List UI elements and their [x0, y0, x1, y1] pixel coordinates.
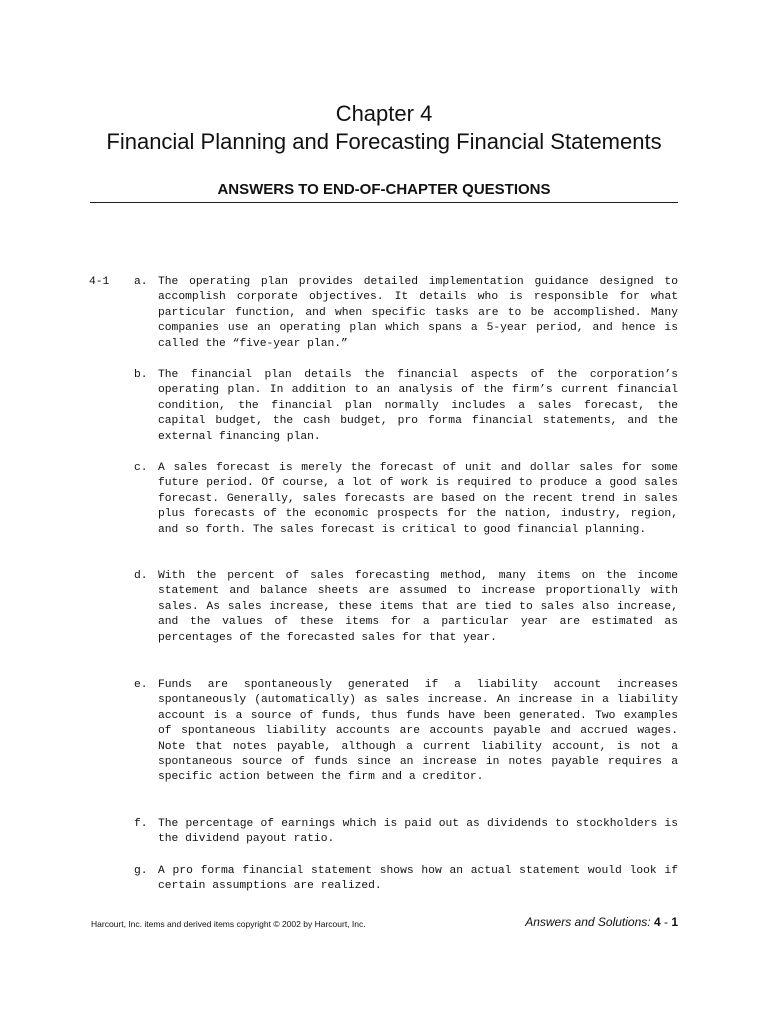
- answer-text: The financial plan details the financial aspects of the corporation’s operating plan. In addition to an analysis of the firm’s current financial condition, the financial plan normally includes a sales forecast, the capital budget, the cash budget, pro forma financial statements, and the external financing plan.: [158, 369, 678, 443]
- answer-item-c: [134, 461, 678, 538]
- answer-letter: f.: [134, 818, 148, 830]
- answer-item-b: [134, 368, 678, 445]
- answer-text: A pro forma financial statement shows how an actual statement would look if certain assumptions are realized.: [158, 865, 678, 893]
- answer-letter: b.: [134, 369, 148, 381]
- answer-letter: d.: [134, 570, 148, 582]
- answer-letter: g.: [134, 865, 148, 877]
- answer-item-g: [134, 864, 678, 895]
- answer-text: Funds are spontaneously generated if a liability account increases spontaneously (automatically) as sales increase. An increase in a liability account is a source of funds, thus funds have been generated. Two examples of spontaneous liability accounts are accounts payable and accrued wages. Note that notes payable, although a current liability account, is not a spontaneous source of funds since an increase in notes payable requires a specific action between the firm and a creditor.: [158, 679, 678, 784]
- section-label: Answers and Solutions:: [525, 915, 651, 929]
- answer-letter: c.: [134, 462, 148, 474]
- chapter-heading: Chapter 4: [335, 101, 433, 126]
- chapter-number: 4: [653, 915, 661, 929]
- page-separator: -: [663, 915, 668, 929]
- header-divider: [90, 202, 678, 203]
- answer-item-d: [134, 569, 678, 646]
- section-subtitle: ANSWERS TO END-OF-CHAPTER QUESTIONS: [217, 181, 551, 198]
- answer-item-f: [134, 817, 678, 848]
- answer-item-a: [134, 275, 678, 352]
- answer-text: The percentage of earnings which is paid out as dividends to stockholders is the dividend payout ratio.: [158, 818, 678, 846]
- answer-text: A sales forecast is merely the forecast of unit and dollar sales for some future period. Of course, a lot of work is required to produce a good sales forecast. Generally, sales forecasts are based on the recent trend in sales plus forecasts of the economic prospects for the nation, industry, region, and so forth. The sales forecast is critical to good financial planning.: [158, 462, 678, 536]
- question-number: 4-1: [89, 276, 110, 288]
- page-number: 1: [671, 915, 678, 929]
- answer-letter: e.: [134, 679, 148, 691]
- answer-text: The operating plan provides detailed implementation guidance designed to accomplish corporate objectives. It details who is responsible for what particular function, and when specific tasks are to be accomplished. Many companies use an operating plan which spans a 5-year period, and hence is called the “five-year plan.”: [158, 276, 678, 350]
- answer-text: With the percent of sales forecasting method, many items on the income statement and balance sheets are assumed to increase proportionally with sales. As sales increase, these items that are tied to sales also increase, and the values of these items for a particular year are estimated as percentages of the forecasted sales for that year.: [158, 570, 678, 644]
- answer-item-e: [134, 678, 678, 786]
- answer-letter: a.: [134, 276, 148, 288]
- page-footer: [525, 914, 678, 930]
- page-title: Financial Planning and Forecasting Financial Statements: [106, 129, 662, 154]
- copyright-notice: Harcourt, Inc. items and derived items copyright © 2002 by Harcourt, Inc.: [91, 919, 366, 929]
